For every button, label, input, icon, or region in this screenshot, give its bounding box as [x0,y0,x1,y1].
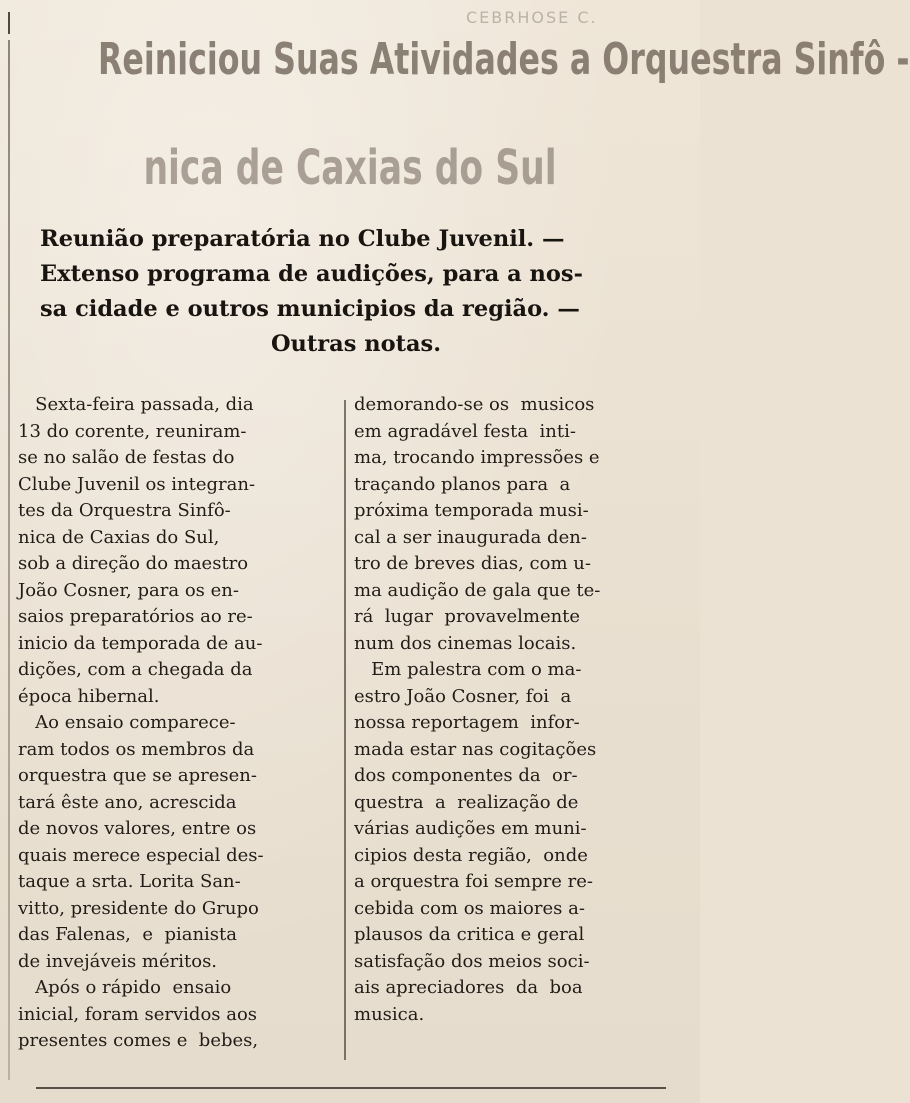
corner-stamp: CEBRHOSE C. [466,8,598,27]
text-line: inicial, foram servidos aos [18,1003,258,1025]
text-line: nica de Caxias do Sul, [18,526,220,548]
headline-line-1: Reiniciou Suas Atividades a Orquestra Sinfô - [97,34,910,85]
text-line: ram todos os membros da [18,738,255,760]
text-line: ma audição de gala que te- [354,579,601,601]
text-line: dos componentes da or- [354,765,578,786]
text-line: estro João Cosner, foi a [354,685,572,707]
text-line: ma, trocando impressões e [354,447,600,468]
text-line: inicio da temporada de au- [18,632,263,654]
column-divider [344,400,346,1060]
text-line: de novos valores, entre os [18,818,257,839]
text-line: presentes comes e bebes, [18,1030,259,1051]
text-line: plausos da critica e geral [354,924,585,945]
text-line: Sexta-feira passada, dia [18,394,254,415]
text-line: dições, com a chegada da [18,659,253,680]
text-line: tro de breves dias, com u- [354,553,591,574]
text-line: demorando-se os musicos [354,394,595,415]
text-line: saios preparatórios ao re- [18,606,253,627]
text-line: várias audições em muni- [354,818,587,839]
text-line: tes da Orquestra Sinfô- [18,500,231,521]
headline-line-2: nica de Caxias do Sul [143,140,557,196]
subhead-line: sa cidade e outros municipios da região. — [40,296,580,322]
text-line: vitto, presidente do Grupo [18,897,259,919]
text-line: num dos cinemas locais. [354,632,577,654]
text-line: ais apreciadores da boa [354,977,583,998]
text-line: satisfação dos meios soci- [354,950,590,972]
text-line: Clube Juvenil os integran- [18,473,256,495]
text-line: Ao ensaio comparece- [18,712,236,733]
text-line: tará êste ano, acrescida [18,791,237,813]
text-line: se no salão de festas do [18,447,235,468]
text-line: quais merece especial des- [18,844,264,866]
left-column [18,392,336,1055]
text-line: 13 do corente, reuniram- [18,420,247,442]
bottom-rule [36,1087,666,1089]
text-line: época hibernal. [18,685,160,707]
text-line: traçando planos para a [354,473,571,495]
text-line: taque a srta. Lorita San- [18,871,241,892]
text-line: próxima temporada musi- [354,500,589,521]
left-edge-rule [8,40,10,1080]
text-line: questra a realização de [354,791,579,813]
text-line: Em palestra com o ma- [354,659,582,680]
text-line: das Falenas, e pianista [18,924,238,945]
text-line: nossa reportagem infor- [354,712,580,733]
right-column [354,392,670,1028]
left-edge-mark [8,12,10,34]
text-line: cal a ser inaugurada den- [354,526,587,548]
subhead-line: Extenso programa de audições, para a nos- [40,261,583,287]
text-line: a orquestra foi sempre re- [354,871,593,892]
text-line: cebida com os maiores a- [354,897,585,919]
text-line: orquestra que se apresen- [18,765,257,786]
text-line: cipios desta região, onde [354,844,588,866]
text-line: sob a direção do maestro [18,553,249,574]
text-line: de invejáveis méritos. [18,950,218,972]
subhead-line: Outras notas. [270,331,442,357]
text-line: mada estar nas cogitações [354,738,597,760]
text-line: Após o rápido ensaio [18,977,232,998]
subhead-line: Reunião preparatória no Clube Juvenil. — [40,226,565,252]
subheadline [40,222,672,362]
text-line: em agradável festa inti- [354,420,576,442]
text-line: João Cosner, para os en- [18,579,239,601]
text-line: rá lugar provavelmente [354,606,581,627]
text-line: musica. [354,1003,425,1025]
